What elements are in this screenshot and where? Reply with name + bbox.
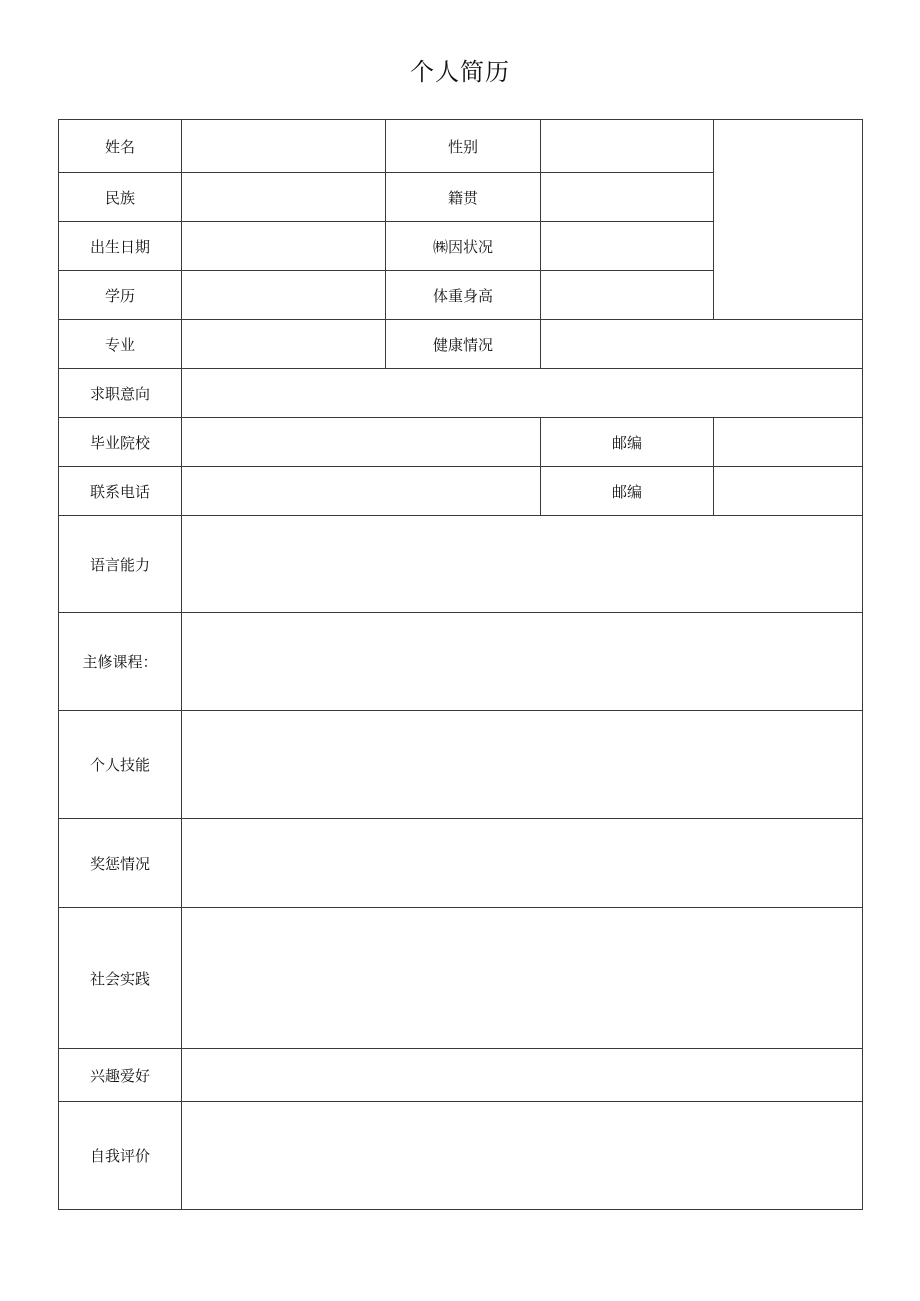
education-field[interactable] bbox=[182, 271, 386, 320]
postcode-label-2: 邮编 bbox=[541, 467, 714, 516]
resume-table bbox=[58, 119, 863, 1210]
table-row bbox=[59, 320, 863, 369]
marital-status-field[interactable] bbox=[541, 222, 714, 271]
ethnicity-label: 民族 bbox=[59, 173, 182, 222]
awards-field[interactable] bbox=[182, 819, 863, 908]
school-label: 毕业院校 bbox=[59, 418, 182, 467]
table-row bbox=[59, 467, 863, 516]
health-label: 健康情况 bbox=[386, 320, 541, 369]
marital-status-label: ㈱因状况 bbox=[386, 222, 541, 271]
name-field[interactable] bbox=[182, 120, 386, 173]
native-place-label: 籍贯 bbox=[386, 173, 541, 222]
height-weight-label: 体重身高 bbox=[386, 271, 541, 320]
postcode-label: 邮编 bbox=[541, 418, 714, 467]
major-label: 专业 bbox=[59, 320, 182, 369]
phone-label: 联系电话 bbox=[59, 467, 182, 516]
language-field[interactable] bbox=[182, 516, 863, 613]
table-row bbox=[59, 908, 863, 1049]
gender-field[interactable] bbox=[541, 120, 714, 173]
table-row bbox=[59, 1049, 863, 1102]
birth-date-label: 出生日期 bbox=[59, 222, 182, 271]
table-row bbox=[59, 120, 863, 173]
social-practice-label: 社会实践 bbox=[59, 908, 182, 1049]
phone-field[interactable] bbox=[182, 467, 541, 516]
self-evaluation-field[interactable] bbox=[182, 1102, 863, 1210]
courses-label: 主修课程： bbox=[59, 613, 182, 711]
table-row bbox=[59, 819, 863, 908]
education-label: 学历 bbox=[59, 271, 182, 320]
table-row bbox=[59, 369, 863, 418]
hobbies-field[interactable] bbox=[182, 1049, 863, 1102]
health-field[interactable] bbox=[541, 320, 863, 369]
self-evaluation-label: 自我评价 bbox=[59, 1102, 182, 1210]
language-label: 语言能力 bbox=[59, 516, 182, 613]
native-place-field[interactable] bbox=[541, 173, 714, 222]
postcode-field[interactable] bbox=[714, 418, 863, 467]
page-title: 个人简历 bbox=[410, 58, 510, 86]
birth-date-field[interactable] bbox=[182, 222, 386, 271]
major-field[interactable] bbox=[182, 320, 386, 369]
postcode-field-2[interactable] bbox=[714, 467, 863, 516]
courses-field[interactable] bbox=[182, 613, 863, 711]
table-row bbox=[59, 613, 863, 711]
height-weight-field[interactable] bbox=[541, 271, 714, 320]
gender-label: 性别 bbox=[386, 120, 541, 173]
skills-label: 个人技能 bbox=[59, 711, 182, 819]
job-intention-field[interactable] bbox=[182, 369, 863, 418]
ethnicity-field[interactable] bbox=[182, 173, 386, 222]
table-row bbox=[59, 418, 863, 467]
job-intention-label: 求职意向 bbox=[59, 369, 182, 418]
name-label: 姓名 bbox=[59, 120, 182, 173]
hobbies-label: 兴趣爱好 bbox=[59, 1049, 182, 1102]
table-row bbox=[59, 1102, 863, 1210]
skills-field[interactable] bbox=[182, 711, 863, 819]
school-field[interactable] bbox=[182, 418, 541, 467]
table-row bbox=[59, 516, 863, 613]
social-practice-field[interactable] bbox=[182, 908, 863, 1049]
awards-label: 奖惩情况 bbox=[59, 819, 182, 908]
photo-area[interactable] bbox=[714, 120, 863, 320]
table-row bbox=[59, 711, 863, 819]
